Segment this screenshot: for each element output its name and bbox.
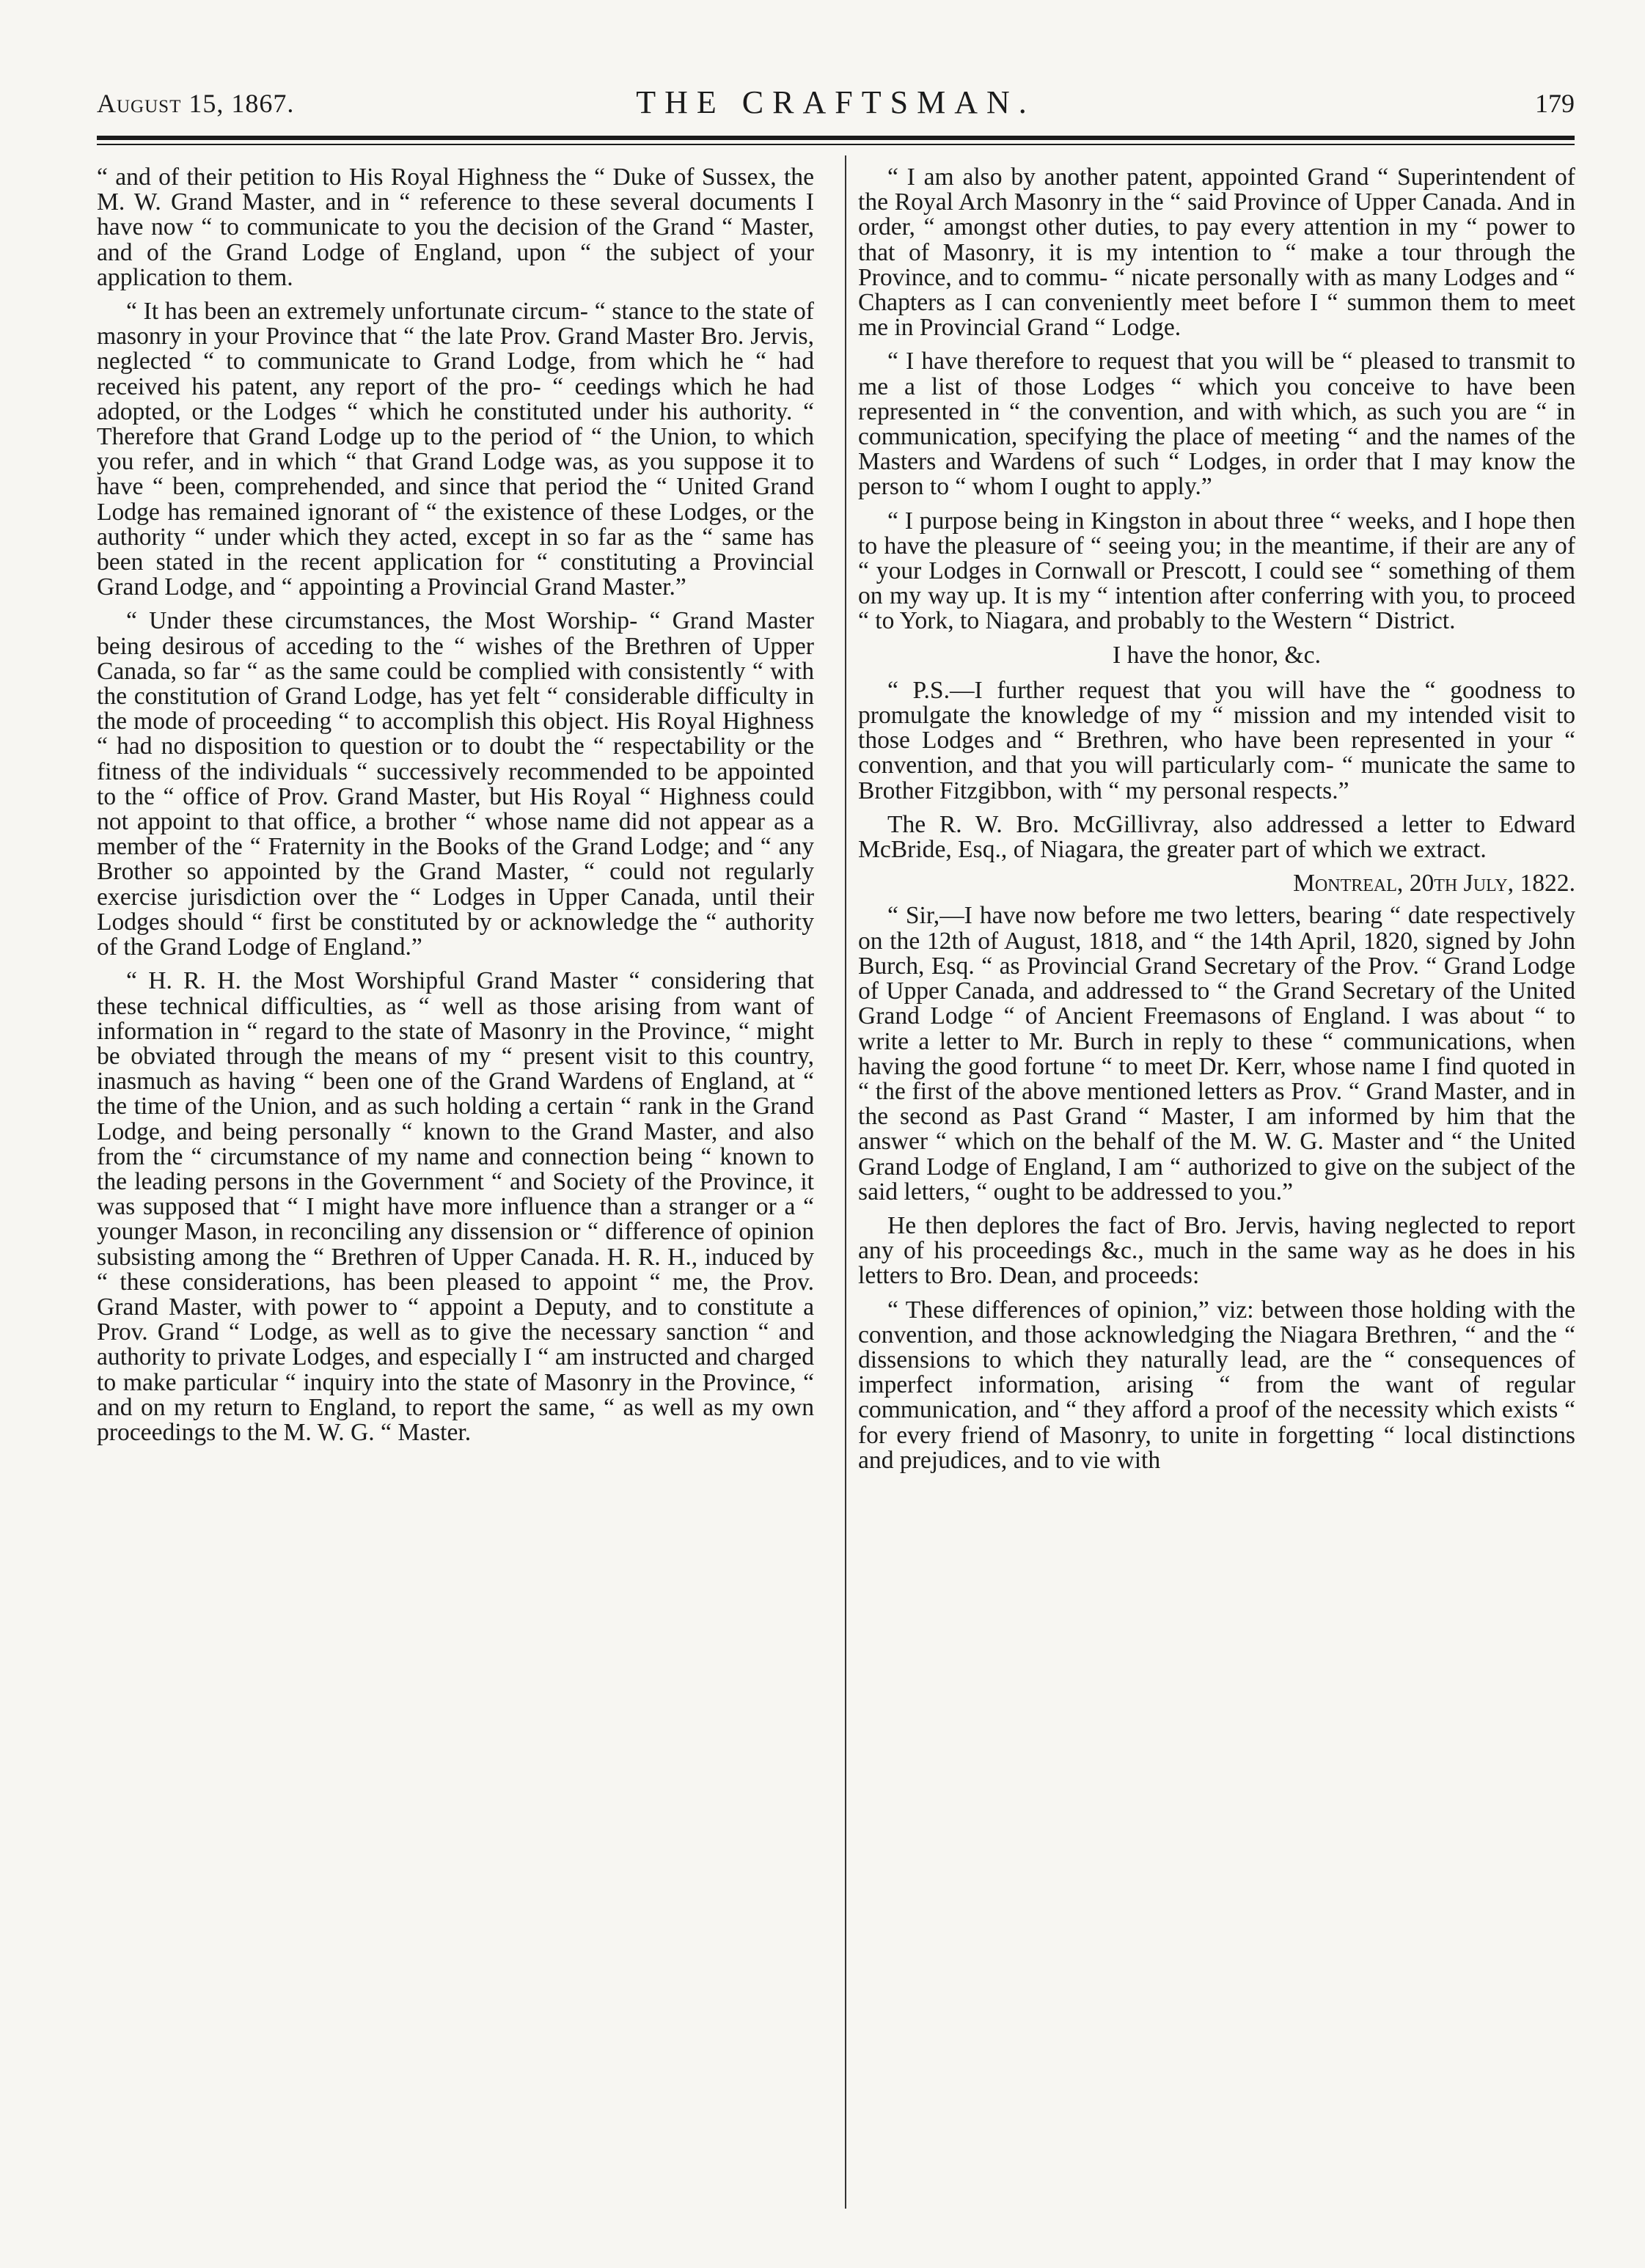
letter-dateline: Montreal, 20th July, 1822. <box>1293 870 1575 898</box>
right-paragraph-8: “ These differences of opinion,” viz: between those holding with the convention, and those acknowledging the Niagara Brethren, “ and the “ dissensions to which they naturally lead, are the “ consequences of imperfect information, arising “ from the want of regular communication, and “ they afford a proof of the necessity which exists “ for every friend of Masonry, to unite in forgetting “ local distinctions and prejudices, and to vie with <box>858 1296 1575 1474</box>
header-rule-thick <box>97 136 1575 140</box>
right-paragraph-6: “ Sir,—I have now before me two letters, bearing “ date respectively on the 12th of August, 1818, and “ the 14th April, 1820, signed by John Burch, Esq. “ as Provincial Grand Secretary of the Prov. “ Grand Lodge of Upper Canada, and addressed to “ the Grand Secretary of the United Grand Lodge “ of Ancient Freemasons of England. I was about “ to write a letter to Mr. Burch in reply to these “ communications, when having the good fortune “ to meet Dr. Kerr, whose name I find quoted in “ the first of the above mentioned letters as Prov. “ Grand Master, and in the second as Past Grand “ Master, I am informed by him that the answer “ which on the behalf of the M. W. G. Master and “ the United Grand Lodge of England, I am “ authorized to give on the subject of the said letters, “ ought to be addressed to you.” <box>858 902 1575 1205</box>
page-number: 179 <box>1535 89 1575 118</box>
letter-closing: I have the honor, &c. <box>1113 641 1321 669</box>
publication-title: THE CRAFTSMAN. <box>636 84 1036 120</box>
right-paragraph-3: “ I purpose being in Kingston in about three “ weeks, and I hope then to have the pleasure of “ seeing you; in the meantime, if their are any of “ your Lodges in Cornwall or Prescott, I could see “ something of them on my way up. It is my “ intention after conferring with you, to proceed “ to York, to Niagara, and probably to the Western “ District. <box>858 507 1575 635</box>
left-paragraph-4: “ H. R. H. the Most Worshipful Grand Master “ considering that these technical difficulties, as “ well as those arising from want of information in “ regard to the state of Masonry in the Province, “ might be obviated through the means of my “ present visit to this country, inasmuch as having “ been one of the Grand Wardens of England, at “ the time of the Union, and as such holding a certain “ rank in the Grand Lodge, and being personally “ known to the Grand Master, and also from the “ circumstance of my name and connection being “ known to the leading persons in the Government “ and Society of the Province, it was supposed that “ I might have more influence than a stranger or a “ younger Mason, in reconciling any dissension or “ difference of opinion subsisting among the “ Brethren of Upper Canada. H. R. H., induced by “ these considerations, has been pleased to appoint “ me, the Prov. Grand Master, with power to “ appoint a Deputy, and to constitute a Prov. Grand “ Lodge, as well as to give the necessary sanction “ and authority to private Lodges, and especially I “ am instructed and charged to make particular “ inquiry into the state of Masonry in the Province, “ and on my return to England, to report the same, “ as well as my own proceedings to the M. W. G. “ Master. <box>97 967 814 1446</box>
left-paragraph-3: “ Under these circumstances, the Most Worship- “ Grand Master being desirous of acceding to the “ wishes of the Brethren of Upper Canada, so far “ as the same could be complied with consistently “ with the constitution of Grand Lodge, has yet felt “ considerable difficulty in the mode of proceeding “ to accomplish this object. His Royal Highness “ had no disposition to question or to doubt the “ respectability or the fitness of the individuals “ successively recommended to be appointed to the “ office of Prov. Grand Master, but His Royal “ Highness could not appoint to that office, a brother “ whose name did not appear as a member of the “ Fraternity in the Books of the Grand Lodge; and “ any Brother so appointed by the Grand Master, “ could not regularly exercise jurisdiction over the “ Lodges in Upper Canada, until their Lodges should “ first be constituted by or acknowledge the “ authority of the Grand Lodge of England.” <box>97 607 814 961</box>
right-paragraph-2: “ I have therefore to request that you will be “ pleased to transmit to me a list of those Lodges “ which you conceive to have been represented in “ the convention, and with which, as such you are “ in communication, specifying the place of meeting “ and the names of the Masters and Wardens of such “ Lodges, in order that I may know the person to “ whom I ought to apply.” <box>858 348 1575 501</box>
issue-date: August 15, 1867. <box>97 89 295 118</box>
left-paragraph-1: “ and of their petition to His Royal Highness the “ Duke of Sussex, the M. W. Grand Master, and in “ reference to these several documents I have now “ to communicate to you the decision of the Grand “ Master, and of the Grand Lodge of England, upon “ the subject of your application to them. <box>97 164 814 291</box>
page-header <box>97 81 1575 125</box>
right-paragraph-1: “ I am also by another patent, appointed Grand “ Superintendent of the Royal Arch Masonry in the “ said Province of Upper Canada. And in order, “ amongst other duties, to pay every attention in my “ power to that of Masonry, it is my intention to “ make a tour through the Province, and to commu- “ nicate personally with as many Lodges and “ Chapters as I can conveniently meet before I “ summon them to meet me in Provincial Grand “ Lodge. <box>858 164 1575 342</box>
left-column <box>97 165 814 1454</box>
right-paragraph-5: The R. W. Bro. McGillivray, also addressed a letter to Edward McBride, Esq., of Niagara, the greater part of which we extract. <box>858 810 1575 864</box>
column-divider <box>845 155 846 2209</box>
right-paragraph-7: He then deplores the fact of Bro. Jervis, having neglected to report any of his proceedings &c., much in the same way as he does in his letters to Bro. Dean, and proceeds: <box>858 1211 1575 1290</box>
right-column <box>858 165 1575 1482</box>
right-paragraph-postscript: “ P.S.—I further request that you will have the “ goodness to promulgate the knowledge of my “ mission and my intended visit to those Lodges and “ Brethren, who have been represented in your “ convention, and that you will particularly com- “ municate the same to Brother Fitzgibbon, with “ my personal respects.” <box>858 676 1575 804</box>
left-paragraph-2: “ It has been an extremely unfortunate circum- “ stance to the state of masonry in your Province that “ the late Prov. Grand Master Bro. Jervis, neglected “ to communicate to Grand Lodge, from which he “ had received his patent, any report of the pro- “ ceedings which he had adopted, or the Lodges “ which he constituted under his authority. “ Therefore that Grand Lodge up to the period of “ the Union, to which you refer, and in which “ that Grand Lodge was, as you suppose it to have “ been, comprehended, and since that period the “ United Grand Lodge has remained ignorant of “ the existence of these Lodges, or the authority “ under which they acted, except in so far as the “ same has been stated in the recent application for “ constituting a Provincial Grand Lodge, and “ appointing a Provincial Grand Master.” <box>97 298 814 601</box>
header-rule-thin <box>97 144 1575 145</box>
